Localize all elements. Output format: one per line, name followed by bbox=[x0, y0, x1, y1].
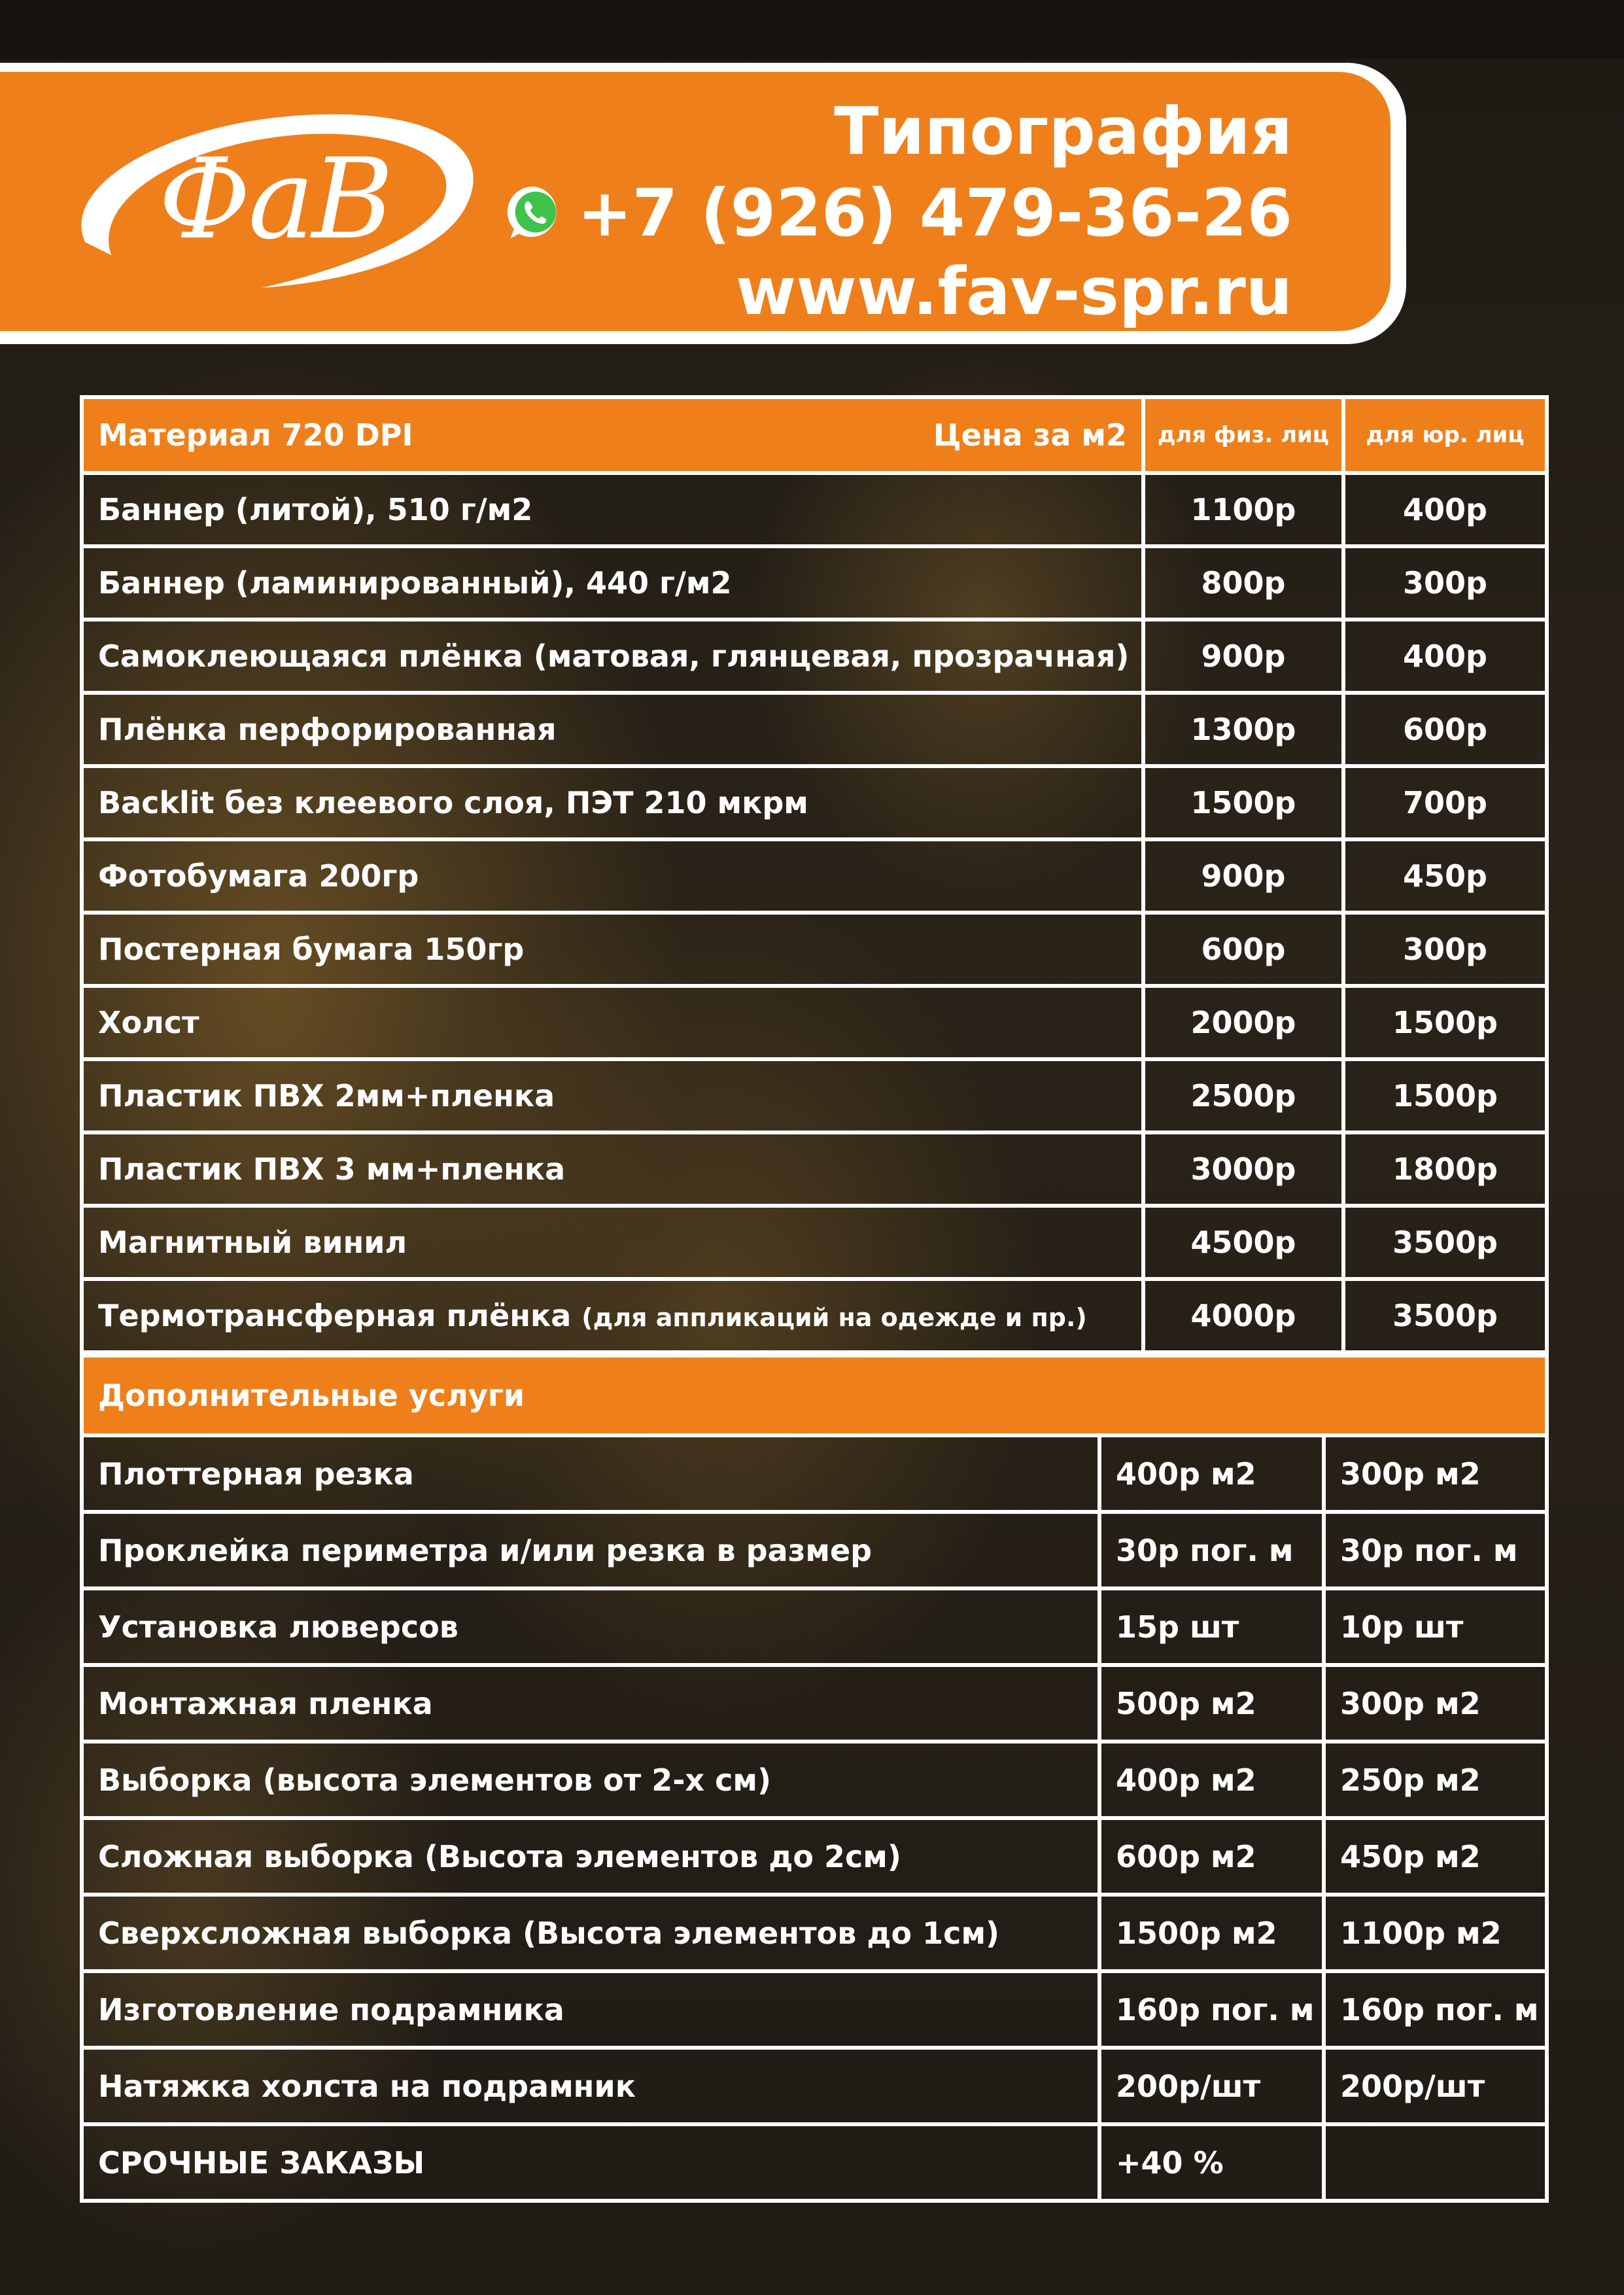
services-header-row bbox=[82, 1356, 1547, 1435]
table-row bbox=[82, 986, 1547, 1059]
price-phys: 500р м2 bbox=[1099, 1665, 1324, 1742]
price-phys: 2500р bbox=[1143, 1059, 1343, 1132]
table-row bbox=[82, 2124, 1547, 2201]
material-name: Пластик ПВХ 3 мм+пленка bbox=[82, 1132, 1143, 1206]
service-name: Монтажная пленка bbox=[82, 1665, 1099, 1742]
price-jur: 160р пог. м bbox=[1324, 1971, 1547, 2048]
service-name: Изготовление подрамника bbox=[82, 1971, 1099, 2048]
material-name: Backlit без клеевого слоя, ПЭТ 210 мкрм bbox=[82, 766, 1143, 839]
table-row bbox=[82, 1512, 1547, 1588]
table-row bbox=[82, 620, 1547, 693]
price-phys: 400р м2 bbox=[1099, 1435, 1324, 1512]
material-name: Фотобумага 200гр bbox=[82, 839, 1143, 913]
table-row bbox=[82, 766, 1547, 839]
contact-block bbox=[506, 89, 1292, 331]
table-row bbox=[82, 1971, 1547, 2048]
top-strip bbox=[0, 0, 1624, 59]
table-row bbox=[82, 1665, 1547, 1742]
price-jur: 1100р м2 bbox=[1324, 1895, 1547, 1971]
price-phys: 200р/шт bbox=[1099, 2048, 1324, 2124]
price-jur: 200р/шт bbox=[1324, 2048, 1547, 2124]
material-name: Пластик ПВХ 2мм+пленка bbox=[82, 1059, 1143, 1132]
header-orange-panel bbox=[0, 72, 1391, 331]
material-name: Плёнка перфорированная bbox=[82, 693, 1143, 766]
price-jur: 300р м2 bbox=[1324, 1435, 1547, 1512]
price-jur: 400р bbox=[1343, 620, 1547, 693]
website-link[interactable]: www.fav-spr.ru bbox=[735, 253, 1292, 330]
price-phys: 4500р bbox=[1143, 1206, 1343, 1279]
price-phys: 3000р bbox=[1143, 1132, 1343, 1206]
service-name: Установка люверсов bbox=[82, 1588, 1099, 1665]
price-phys: 1100р bbox=[1143, 473, 1343, 546]
table-row bbox=[82, 913, 1547, 986]
material-dpi-label: Материал 720 DPI bbox=[98, 417, 413, 453]
table-row bbox=[82, 1818, 1547, 1895]
price-jur: 300р bbox=[1343, 546, 1547, 620]
logo bbox=[46, 92, 504, 307]
logo-text: ФаВ bbox=[158, 135, 391, 264]
service-name: Проклейка периметра и/или резка в размер bbox=[82, 1512, 1099, 1588]
table-row bbox=[82, 1206, 1547, 1279]
table-row bbox=[82, 839, 1547, 913]
whatsapp-icon bbox=[506, 183, 566, 243]
table-row bbox=[82, 1132, 1547, 1206]
price-phys: 600р м2 bbox=[1099, 1818, 1324, 1895]
price-jur: 1800р bbox=[1343, 1132, 1547, 1206]
price-jur: 300р м2 bbox=[1324, 1665, 1547, 1742]
material-name: Постерная бумага 150гр bbox=[82, 913, 1143, 986]
price-jur: 3500р bbox=[1343, 1206, 1547, 1279]
price-phys: 600р bbox=[1143, 913, 1343, 986]
price-jur: 450р bbox=[1343, 839, 1547, 913]
price-phys: 1500р м2 bbox=[1099, 1895, 1324, 1971]
service-name: Плоттерная резка bbox=[82, 1435, 1099, 1512]
price-per-m2-label: Цена за м2 bbox=[933, 417, 1127, 453]
materials-table bbox=[80, 395, 1549, 1354]
price-jur: 30р пог. м bbox=[1324, 1512, 1547, 1588]
material-name: Баннер (ламинированный), 440 г/м2 bbox=[82, 546, 1143, 620]
price-jur: 400р bbox=[1343, 473, 1547, 546]
phone-number[interactable]: +7 (926) 479-36-26 bbox=[577, 175, 1292, 251]
price-phys: 2000р bbox=[1143, 986, 1343, 1059]
material-name: Термотрансферная плёнка (для аппликаций на одежде и пр.) bbox=[82, 1279, 1143, 1352]
material-name: Баннер (литой), 510 г/м2 bbox=[82, 473, 1143, 546]
materials-header-row bbox=[82, 397, 1547, 473]
service-name: Сверхсложная выборка (Высота элементов до 1см) bbox=[82, 1895, 1099, 1971]
material-name: Магнитный винил bbox=[82, 1206, 1143, 1279]
services-header: Дополнительные услуги bbox=[82, 1356, 1547, 1435]
price-phys: 1300р bbox=[1143, 693, 1343, 766]
table-row bbox=[82, 546, 1547, 620]
table-row bbox=[82, 1588, 1547, 1665]
price-phys: 4000р bbox=[1143, 1279, 1343, 1352]
price-jur: 1500р bbox=[1343, 986, 1547, 1059]
phone-line bbox=[506, 174, 1292, 253]
table-row bbox=[82, 473, 1547, 546]
price-phys: 160р пог. м bbox=[1099, 1971, 1324, 2048]
table-row bbox=[82, 1895, 1547, 1971]
service-name: Натяжка холста на подрамник bbox=[82, 2048, 1099, 2124]
header-banner bbox=[0, 63, 1406, 344]
price-jur: 3500р bbox=[1343, 1279, 1547, 1352]
col-phys-header: для физ. лиц bbox=[1143, 397, 1343, 473]
materials-header-cell bbox=[82, 397, 1143, 473]
price-phys: 1500р bbox=[1143, 766, 1343, 839]
table-row bbox=[82, 2048, 1547, 2124]
price-phys: 900р bbox=[1143, 620, 1343, 693]
price-phys: 30р пог. м bbox=[1099, 1512, 1324, 1588]
company-title: Типография bbox=[834, 93, 1292, 169]
price-phys: 800р bbox=[1143, 546, 1343, 620]
service-name: Выборка (высота элементов от 2-х см) bbox=[82, 1742, 1099, 1818]
col-jur-header: для юр. лиц bbox=[1343, 397, 1547, 473]
price-jur: 10р шт bbox=[1324, 1588, 1547, 1665]
price-phys: 900р bbox=[1143, 839, 1343, 913]
price-jur: 450р м2 bbox=[1324, 1818, 1547, 1895]
price-phys: +40 % bbox=[1099, 2124, 1324, 2201]
price-phys: 400р м2 bbox=[1099, 1742, 1324, 1818]
price-jur: 1500р bbox=[1343, 1059, 1547, 1132]
table-row bbox=[82, 693, 1547, 766]
price-phys: 15р шт bbox=[1099, 1588, 1324, 1665]
table-row bbox=[82, 1742, 1547, 1818]
price-jur: 250р м2 bbox=[1324, 1742, 1547, 1818]
price-jur: 600р bbox=[1343, 693, 1547, 766]
service-name: СРОЧНЫЕ ЗАКАЗЫ bbox=[82, 2124, 1099, 2201]
price-jur: 300р bbox=[1343, 913, 1547, 986]
material-name: Самоклеющаяся плёнка (матовая, глянцевая, прозрачная) bbox=[82, 620, 1143, 693]
material-name: Холст bbox=[82, 986, 1143, 1059]
table-row bbox=[82, 1279, 1547, 1352]
table-row bbox=[82, 1435, 1547, 1512]
services-table bbox=[80, 1354, 1549, 2203]
price-jur bbox=[1324, 2124, 1547, 2201]
table-row bbox=[82, 1059, 1547, 1132]
service-name: Сложная выборка (Высота элементов до 2см) bbox=[82, 1818, 1099, 1895]
price-jur: 700р bbox=[1343, 766, 1547, 839]
